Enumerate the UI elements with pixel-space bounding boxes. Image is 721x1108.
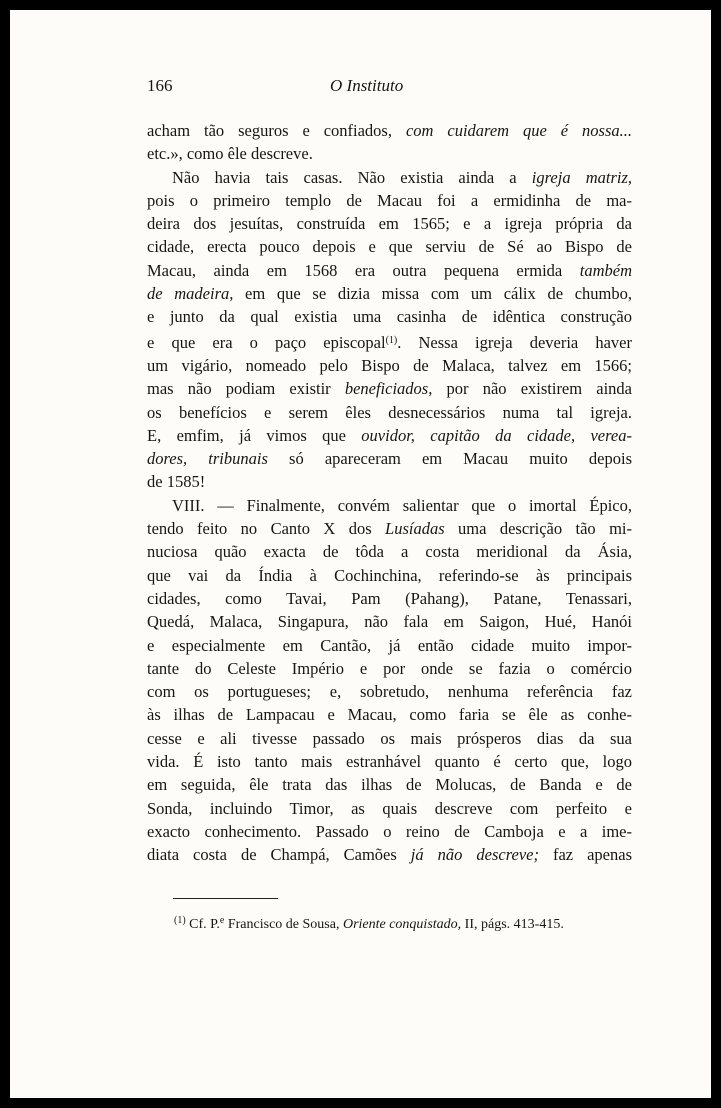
italic-text: de madeira,: [147, 284, 234, 304]
text-line: às ilhas de Lampacau e Macau, como faria se êle as conhe-: [147, 705, 632, 725]
text-line: cidade, erecta pouco depois e que serviu de Sé ao Bispo de: [147, 237, 632, 257]
text-line: um vigário, nomeado pelo Bispo de Malaca, talvez em 1566;: [147, 355, 632, 375]
text-line: com os portugueses; e, sobretudo, nenhuma referência faz: [147, 682, 632, 702]
footnote-divider: [173, 898, 278, 899]
text-line: exacto conhecimento. Passado o reino de Camboja e a ime-: [147, 821, 632, 841]
footnote-marker: e: [219, 915, 225, 926]
footnote-marker: (1): [385, 334, 398, 346]
text-line: nuciosa quão exacta de tôda a costa meridional da Ásia,: [147, 542, 632, 562]
footnote: $^{(1)}$ Cf. P.$^e$ Francisco de Sousa, Oriente conquistado, II, págs. 413-415.: [174, 915, 564, 932]
text-line: tante do Celeste Império e por onde se fazia o comércio: [147, 658, 632, 678]
text-line: acham tão seguros e confiados, com cuidarem que é nossa...: [147, 121, 633, 140]
italic-text: com cuidarem que é nossa...: [405, 121, 633, 140]
text-line: dores, tribunais só apareceram em Macau muito depois: [147, 449, 632, 469]
italic-text: beneficiados,: [344, 379, 433, 399]
text-line: os benefícios e serem êles desnecessários numa tal igreja.: [147, 402, 632, 422]
italic-text: dores, tribunais: [147, 449, 268, 469]
text-line: Sonda, incluindo Timor, as quais descreve com perfeito e: [147, 798, 632, 818]
text-line: e junto da qual existia uma casinha de idêntica construção: [147, 307, 632, 327]
text-line: Macau, ainda em 1568 era outra pequena ermida também: [147, 260, 632, 280]
page-header: [10, 76, 711, 100]
body-text: [147, 119, 632, 867]
text-line: e especialmente em Cantão, já então cidade muito impor-: [147, 635, 632, 655]
text-line: de 1585!: [147, 472, 206, 492]
text-line: mas não podiam existir beneficiados, por não existirem ainda: [147, 379, 632, 399]
book-page: [10, 10, 711, 1098]
italic-text: Oriente conquistado,: [342, 917, 462, 932]
text-line: pois o primeiro templo de Macau foi a ermidinha de ma-: [147, 190, 632, 210]
page-number: 166: [147, 76, 173, 95]
text-line: deira dos jesuítas, construída em 1565; e a igreja própria da: [147, 214, 632, 234]
text-line: em seguida, êle trata das ilhas de Molucas, de Banda e de: [147, 775, 632, 795]
italic-text: Lusíadas: [385, 519, 445, 539]
text-line: etc.», como êle descreve.: [147, 144, 313, 164]
text-line: cidades, como Tavai, Pam (Pahang), Patane, Tenassari,: [147, 588, 632, 608]
italic-text: igreja matriz,: [531, 167, 633, 187]
text-line: cesse e ali tivesse passado os mais prósperos dias da sua: [147, 728, 632, 748]
italic-text: ouvidor, capitão da cidade, verea-: [361, 425, 632, 445]
text-line: E, emfim, já vimos que ouvidor, capitão da cidade, verea-: [147, 425, 632, 445]
text-line: vida. É isto tanto mais estranhável quanto é certo que, logo: [147, 752, 632, 772]
text-line: Não havia tais casas. Não existia ainda a igreja matriz,: [172, 167, 633, 187]
running-title: O Instituto: [330, 76, 404, 95]
italic-text: já não descreve;: [410, 845, 539, 865]
footnote-marker: (1): [174, 915, 186, 926]
text-line: diata costa de Champá, Camões já não descreve; faz apenas: [147, 845, 632, 865]
text-line: Quedá, Malaca, Singapura, não fala em Saigon, Hué, Hanói: [147, 612, 632, 632]
text-line: de madeira, em que se dizia missa com um cálix de chumbo,: [147, 284, 632, 304]
text-line: e que era o paço episcopal$^{(1)}$. Nessa igreja deveria haver: [147, 332, 632, 352]
text-line: VIII. — Finalmente, convém salientar que o imortal Épico,: [172, 495, 632, 515]
text-line: tendo feito no Canto X dos Lusíadas uma descrição tão mi-: [147, 519, 632, 539]
italic-text: também: [579, 260, 632, 280]
text-line: que vai da Índia à Cochinchina, referindo-se às principais: [147, 565, 632, 585]
